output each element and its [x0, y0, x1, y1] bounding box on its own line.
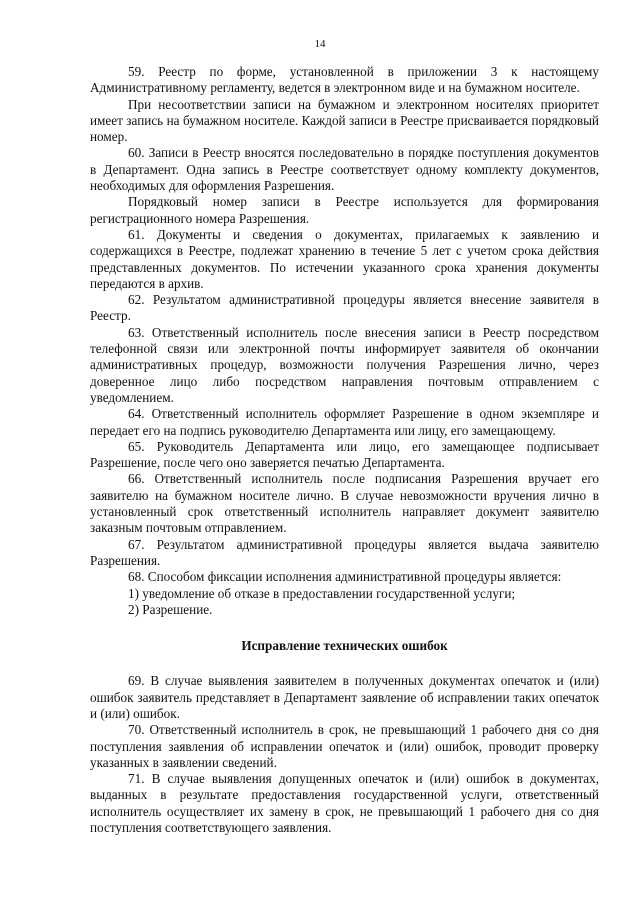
paragraph-68: 68. Способом фиксации исполнения административной процедуры является: — [128, 569, 562, 585]
document-body — [90, 64, 599, 836]
paragraph-70: 70. Ответственный исполнитель в срок, не превышающий 1 рабочего дня со дня поступления заявления об исправлении опечаток и (или) ошибок, проводит проверку указанных в заявлении сведений. — [90, 722, 599, 770]
list-item-2: 2) Разрешение. — [128, 601, 213, 617]
paragraph-registry-number: Порядковый номер записи в Реестре используется для формирования регистрационного номера Разрешения. — [90, 194, 599, 226]
paragraph-registry-priority: При несоответствии записи на бумажном и электронном носителях приоритет имеет запись на бумажном носителе. Каждой записи в Реестре присваивается порядковый номер. — [90, 96, 599, 145]
paragraph-65: 65. Руководитель Департамента или лицо, его замещающее подписывает Разрешение, после чего оно заверяется печатью Департамента. — [90, 438, 599, 471]
paragraph-62: 62. Результатом административной процедуры является внесение заявителя в Реестр. — [90, 292, 599, 324]
paragraph-59: 59. Реестр по форме, установленной в приложении 3 к настоящему Административному регламенту, ведется в электронном виде и на бумажном носителе. — [90, 64, 599, 96]
paragraph-69: 69. В случае выявления заявителем в полученных документах опечаток и (или) ошибок заявитель представляет в Департамент заявление об исправлении таких опечаток и (или) ошибок. — [90, 673, 599, 721]
paragraph-63: 63. Ответственный исполнитель после внесения записи в Реестр посредством телефонной связи или электронной почты информирует заявителя об окончании административных процедур, возможности получения Разрешения лично, через доверенное лицо либо посредством направления почтовым отправлением с уведомлением. — [90, 324, 599, 405]
list-item-1: 1) уведомление об отказе в предоставлении государственной услуги; — [128, 585, 516, 601]
paragraph-67: 67. Результатом административной процедуры является выдача заявителю Разрешения. — [90, 536, 599, 568]
page-number: 14 — [314, 38, 326, 50]
paragraph-61: 61. Документы и сведения о документах, прилагаемых к заявлению и содержащихся в Реестре, подлежат хранению в течение 5 лет с учетом срока действия представленных документов. По истечении указанного срока хранения документы передаются в архив. — [90, 226, 599, 291]
paragraph-60: 60. Записи в Реестр вносятся последовательно в порядке поступления документов в Департамент. Одна запись в Реестре соответствует одному комплекту документов, необходимых для оформления Разрешения. — [90, 145, 599, 194]
paragraph-64: 64. Ответственный исполнитель оформляет Разрешение в одном экземпляре и передает его на подпись руководителю Департамента или лицу, его замещающему. — [90, 406, 599, 438]
section-heading: Исправление технических ошибок — [241, 638, 448, 654]
paragraph-66: 66. Ответственный исполнитель после подписания Разрешения вручает его заявителю на бумажном носителе лично. В случае невозможности вручения лично в установленный срок ответственный исполнитель направляет документ заявителю заказным почтовым отправлением. — [90, 471, 599, 536]
paragraph-71: 71. В случае выявления допущенных опечаток и (или) ошибок в документах, выданных в результате предоставления государственной услуги, ответственный исполнитель осуществляет их замену в срок, не превышающий 1 рабочего дня со дня поступления соответствующего заявления. — [90, 771, 599, 836]
